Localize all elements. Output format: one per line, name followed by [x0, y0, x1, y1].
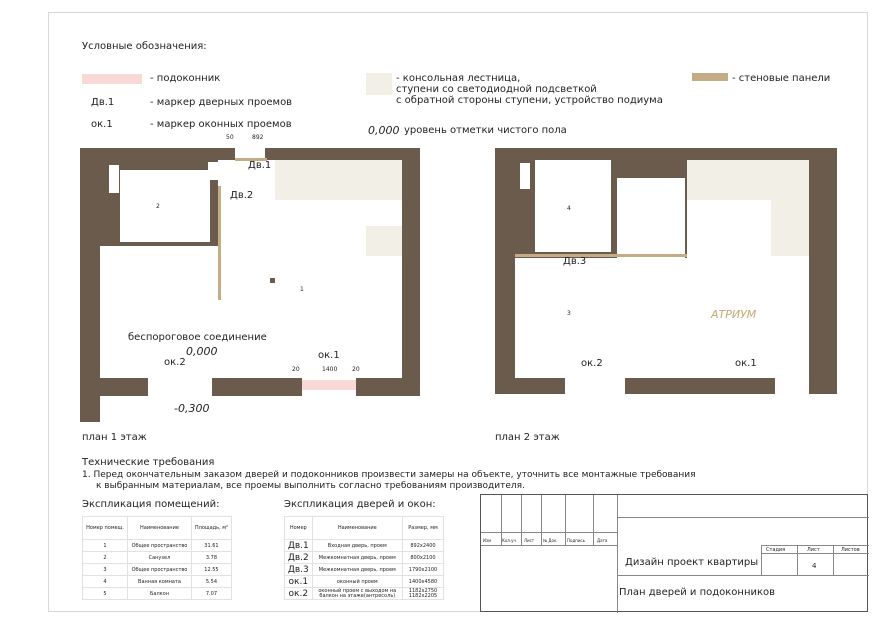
- tb-col: Подпись: [567, 538, 585, 543]
- plan-2-floor: [495, 148, 837, 394]
- cell: 892x2400: [403, 540, 444, 552]
- shaft: [208, 162, 218, 180]
- grid-line: [541, 495, 542, 546]
- stair-swatch: [366, 73, 392, 95]
- table-row: [285, 576, 444, 588]
- cell: Дв.3: [285, 564, 313, 576]
- title-block: [480, 494, 868, 612]
- table-row: [285, 564, 444, 576]
- table-row: [83, 564, 232, 576]
- window-2-marker: ок.2: [164, 357, 186, 368]
- level-neg: -0,300: [174, 402, 210, 415]
- table-row: [83, 588, 232, 600]
- sheet-number: 4: [812, 562, 817, 570]
- plan-1-caption: план 1 этаж: [82, 432, 147, 443]
- requirements-title: Технические требования: [82, 457, 215, 468]
- grid-line: [761, 553, 869, 554]
- cell: ок.2: [285, 588, 313, 600]
- legend-stair: [396, 73, 663, 106]
- wall: [809, 148, 837, 394]
- cell: Дв.2: [285, 552, 313, 564]
- table-row: [285, 540, 444, 552]
- tb-col: Дата: [597, 538, 608, 543]
- bathroom-floor: [535, 160, 611, 252]
- header-cell: Размер, мм: [403, 517, 444, 540]
- tb-col: Изм: [483, 538, 492, 543]
- threshold-label: беспороговое соединение: [128, 332, 267, 343]
- cell: 1: [83, 540, 128, 552]
- cell: 1400x4580: [403, 576, 444, 588]
- cell: Межкомнатная дверь, проем: [312, 552, 402, 564]
- legend-door-code: Дв.1: [91, 97, 115, 108]
- column: [270, 278, 275, 283]
- legend-title: Условные обозначения:: [82, 41, 207, 52]
- grid-line: [797, 545, 798, 575]
- window-2-marker: ок.2: [581, 358, 603, 369]
- header-cell: Номер помещ.: [83, 517, 128, 540]
- plan-2-caption: план 2 этаж: [495, 432, 560, 443]
- rooms-table-title: Экспликация помещений:: [82, 499, 220, 510]
- sheet-label: Лист: [807, 547, 820, 553]
- legend-stair-line2: ступени со светодиодной подсветкой: [396, 84, 597, 95]
- room-3-number: 3: [567, 310, 571, 317]
- table-header-row: [285, 517, 444, 540]
- rooms-table: [82, 516, 232, 600]
- grid-line: [617, 495, 618, 613]
- panels-swatch: [692, 73, 728, 81]
- wall: [495, 148, 837, 160]
- wall: [625, 378, 775, 394]
- hall-floor: [617, 178, 685, 258]
- tb-col: Кол.уч: [502, 538, 516, 543]
- plan-1-floor: [80, 134, 420, 422]
- wall: [495, 148, 515, 394]
- header-cell: Наименование: [128, 517, 192, 540]
- cell: Дв.1: [285, 540, 313, 552]
- legend-door-marker: - маркер дверных проемов: [150, 97, 293, 108]
- level-0: 0,000: [186, 345, 218, 358]
- dim-50: 50: [226, 134, 234, 141]
- cell: Входная дверь, проем: [312, 540, 402, 552]
- window-1-marker: ок.1: [735, 358, 757, 369]
- grid-line: [593, 495, 594, 546]
- room-2-number: 2: [156, 203, 160, 210]
- table-header-row: [83, 517, 232, 540]
- cell: 5.54: [191, 576, 231, 588]
- cell: 7.07: [191, 588, 231, 600]
- cell: Общее пространство: [128, 564, 192, 576]
- legend-panels: - стеновые панели: [732, 73, 831, 84]
- stair-steps: [771, 200, 809, 256]
- grid-line: [617, 575, 869, 576]
- cell: 3.78: [191, 552, 231, 564]
- doors-table: [284, 516, 444, 600]
- cell: Ванная комната: [128, 576, 192, 588]
- table-row: [83, 540, 232, 552]
- room-1-number: 1: [300, 286, 304, 293]
- cell: оконный проем с выходом на балкон на этаже(антресоль): [312, 588, 402, 600]
- bathroom-floor: [120, 170, 210, 242]
- cell: оконный проем: [312, 576, 402, 588]
- atrium-label: АТРИУМ: [711, 308, 757, 321]
- legend-stair-line1: - консольная лестница,: [396, 73, 521, 84]
- cell: Санузел: [128, 552, 192, 564]
- stair-podium: [687, 160, 809, 200]
- floor-level-label: уровень отметки чистого пола: [404, 125, 567, 136]
- grid-line: [833, 545, 834, 575]
- cell: Общее пространство: [128, 540, 192, 552]
- grid-line: [617, 517, 869, 518]
- header-cell: Наименование: [312, 517, 402, 540]
- wall-panel: [515, 254, 687, 257]
- wall: [356, 378, 420, 396]
- cell: Балкон: [128, 588, 192, 600]
- door-2-marker: Дв.2: [230, 190, 254, 201]
- wall: [495, 378, 565, 394]
- dim-20b: 20: [352, 366, 360, 373]
- cell: 1182x2750 1182x2205: [403, 588, 444, 600]
- stage-label: Стадия: [766, 547, 786, 553]
- header-cell: Площадь, м²: [191, 517, 231, 540]
- door-1-marker: Дв.1: [248, 160, 272, 171]
- tb-col: № Док.: [543, 538, 558, 543]
- stair-podium: [275, 160, 402, 200]
- cell: ок.1: [285, 576, 313, 588]
- niche: [519, 162, 531, 190]
- stair-steps: [366, 226, 402, 256]
- requirements-line1: 1. Перед окончательным заказом дверей и подоконников произвести замеры на объекте, уточнить все монтажные требования: [82, 470, 696, 480]
- cell: 12.55: [191, 564, 231, 576]
- grid-line: [565, 495, 566, 546]
- cell: 3: [83, 564, 128, 576]
- header-cell: Номер: [285, 517, 313, 540]
- legend-window-marker: - маркер оконных проемов: [150, 119, 292, 130]
- wall: [212, 378, 302, 396]
- tb-col: Лист: [524, 538, 535, 543]
- cell: 2: [83, 552, 128, 564]
- dim-1400: 1400: [322, 366, 338, 373]
- cell: Межкомнатная дверь, проем: [312, 564, 402, 576]
- requirements-line2: к выбранным материалам, все проемы выполнить согласно требованиям производителя.: [96, 481, 525, 491]
- cell: 5: [83, 588, 128, 600]
- table-row: [285, 552, 444, 564]
- floor-level-value: 0,000: [368, 124, 400, 137]
- window-sill: [302, 380, 356, 390]
- sill-swatch: [82, 74, 142, 84]
- wall: [100, 378, 148, 396]
- cell: 31.61: [191, 540, 231, 552]
- wall: [80, 148, 100, 422]
- sheet-title: План дверей и подоконников: [619, 587, 776, 598]
- dim-892: 892: [252, 134, 264, 141]
- table-row: [83, 576, 232, 588]
- wall-panel: [218, 186, 221, 300]
- cell: 800x2100: [403, 552, 444, 564]
- grid-line: [521, 495, 522, 546]
- project-name: Дизайн проект квартиры: [625, 557, 759, 568]
- legend-sill: - подоконник: [150, 73, 221, 84]
- table-row: [285, 588, 444, 600]
- dim-20a: 20: [292, 366, 300, 373]
- wall: [402, 148, 420, 396]
- doors-table-title: Экспликация дверей и окон:: [284, 499, 436, 510]
- bath-niche: [108, 164, 120, 194]
- sheets-label: Листов: [841, 547, 860, 553]
- window-1-marker: ок.1: [318, 350, 340, 361]
- table-row: [83, 552, 232, 564]
- grid-line: [761, 545, 869, 546]
- grid-line: [761, 545, 762, 575]
- door-3-marker: Дв.3: [563, 256, 587, 267]
- cell: 4: [83, 576, 128, 588]
- room-4-number: 4: [567, 205, 571, 212]
- legend-stair-line3: с обратной стороны ступени, устройство подиума: [396, 95, 663, 106]
- legend-window-code: ок.1: [91, 119, 113, 130]
- cell: 1790x2100: [403, 564, 444, 576]
